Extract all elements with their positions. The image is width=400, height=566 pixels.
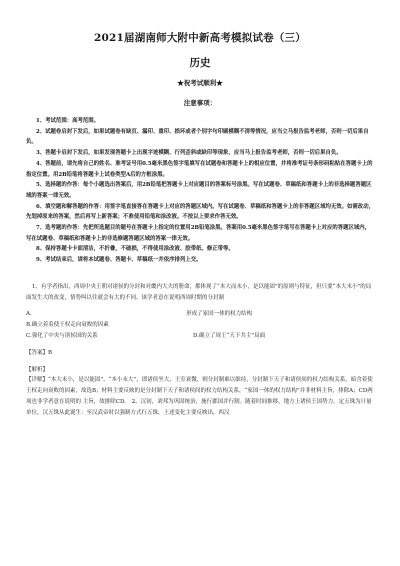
- option-row-a: [26, 309, 374, 320]
- good-luck-line: ★祝考试顺利★: [177, 79, 223, 87]
- option-row-cd: [26, 331, 374, 342]
- notice-item: 6、填空题和解答题的作答：用签字笔直接答在答题卡上对应的答题区域内。写在试题卷、草稿纸和答题卡上的非答题区域均无效。如需改动，先划掉原来的答案，然后再写上新答案；不准使用铅笔和涂改液。不按以上要求作答无效。: [26, 203, 374, 221]
- notice-item: 4、答题前，请先将自己的姓名、准考证号用0.5毫米黑色签字笔填写在试题卷和答题卡上的相应位置，并将准考证号条形码粘贴在答题卡上的指定位置。用2B铅笔将答题卡上试卷类型A后的方框涂黑。: [26, 160, 373, 178]
- notice-item: 9、考试结束后，请将本试题卷、答题卡、草稿纸一并依序排列上交。: [36, 257, 202, 264]
- notice-heading: 注意事项：: [183, 99, 217, 107]
- notice-item: 8、保持答题卡卡面清洁，不折叠，不破损，不得使用涂改液、胶带纸、修正带等。: [36, 246, 234, 253]
- notice-item: 5、选择题的作答：每个小题选出答案后，用2B铅笔把答题卡上对应题目的答案标号涂黑。写在试题卷、草稿纸和答题卡上的非选择题答题区域的答案一律无效。: [26, 182, 372, 199]
- answer-label: 【答案】B: [26, 349, 53, 356]
- notice-item: 2、试题卷启封下发后，如果试题卷有缺页、漏印、重印、损坏或者个别字句印刷模糊不清等情况，应当立马报告监考老师，否则一切后果自负。: [26, 128, 369, 146]
- notice-item: 3、答题卡启封下发后，如果发现答题卡上出现字迹模糊、行列歪斜或缺印等现象，应当马上报告监考老师，否则一切后果自负。: [36, 150, 342, 157]
- option-a-label: A.: [26, 311, 32, 318]
- analysis-text: 【详解】“本大末小，是以能固”、“本小末大”，即诸侯坐大、王室衰微，则分封制难以维持，分封制下天子和诸侯间的权力结构关系，暗含着使王权走向衰败的因素，故选B；材料主要反映的是分封制下天子和诸侯间的权力结构关系，“家国一体的权力结构”并非材料主旨，排除A；CD两项也非学者意在说明的 主旨，故排除CD。 2、汉初，刘邦为巩固统治，施行郡国并行制。随着时间推移，地方上诸侯王国势力，定五铢为计量单位，汉五铢从此诞生：至汉武帝时以强制方式行五铢，上述变化主要反映出，西汉: [26, 377, 373, 416]
- notice-item: 7、选考题的作答：先把所选题目的题号在答题卡上指定的位置用2B铅笔涂黑。答案用0.5毫米黑色签字笔写在答题卡上对应的答题区域内，写在试题卷、草稿纸和答题卡上的非选修题答题区域的答案一律无效。: [26, 225, 371, 242]
- question-stem: 1、有学者指出，西周中央王朝对诸侯的分封和对畿内大夫的册命，都体现了“本大而末小，是以能固”的原则与特征，但只要“本大末小”的局面发生大的改变，情势叫以往就会有大的不同。该学者意在说明西周时期的分封制: [26, 283, 372, 301]
- notice-item: 1、考试范围：高考范围。: [36, 118, 100, 124]
- subject-heading: 历史: [189, 57, 211, 69]
- exam-title: 2021届湖南师大附中新高考模拟试卷（三）: [94, 32, 306, 44]
- option-b: B.确立着着使王权走向衰败的因素: [26, 322, 109, 329]
- notice-list: [26, 116, 374, 266]
- analysis-label: 【解析】: [26, 366, 49, 373]
- option-d: D.确立了周王“天下共主”局面: [193, 333, 266, 340]
- option-a-text: 形成了家国一体的权力结构: [186, 311, 253, 318]
- question-1: [26, 282, 374, 419]
- option-c: C.强化了中央与诸侯国的关系: [26, 333, 98, 340]
